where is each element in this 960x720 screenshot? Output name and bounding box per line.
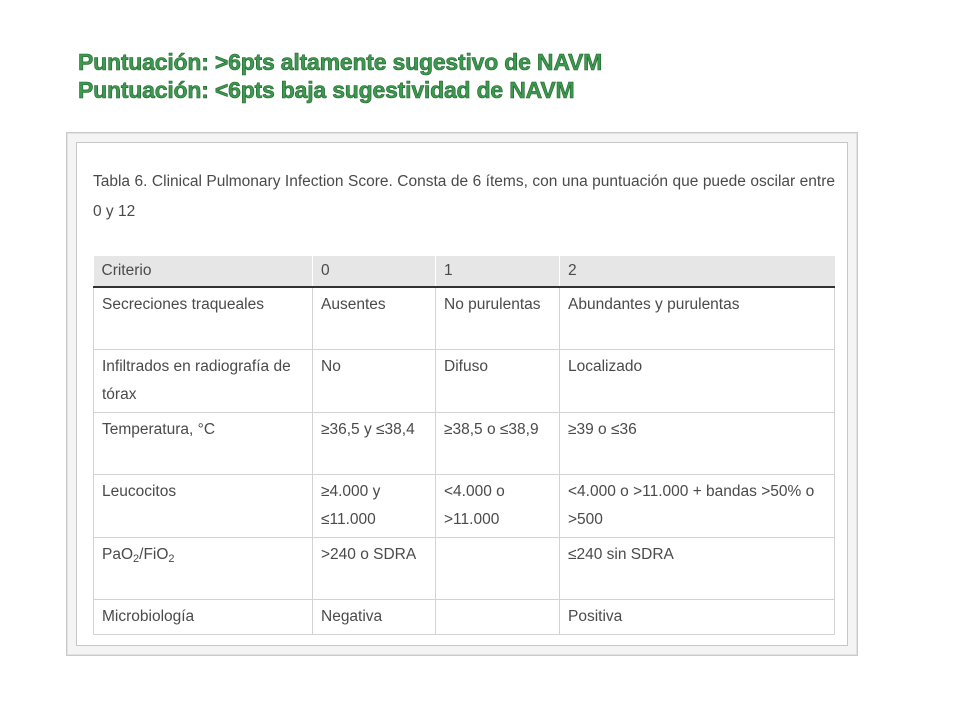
row-score-0: Ausentes (313, 287, 436, 349)
header-score-1: 1 (436, 256, 560, 287)
row-criterion: Leucocitos (94, 474, 313, 537)
row-score-0: ≥36,5 y ≤38,4 (313, 412, 436, 474)
header-score-2: 2 (560, 256, 835, 287)
row-criterion: PaO$_2$/FiO$_2$ (94, 537, 313, 599)
row-score-1: No purulentas (436, 287, 560, 349)
headline (78, 48, 602, 104)
table-row (94, 537, 835, 599)
row-score-2: Positiva (560, 599, 835, 634)
table-caption: Tabla 6. Clinical Pulmonary Infection Score. Consta de 6 ítems, con una puntuación que puede oscilar entre 0 y 12 (93, 173, 835, 220)
row-score-1 (436, 537, 560, 599)
row-criterion: Microbiología (94, 599, 313, 634)
row-criterion: Secreciones traqueales (94, 287, 313, 349)
headline-line-low-score: Puntuación: <6pts baja sugestividad de NAVM (78, 77, 575, 103)
row-score-1: <4.000 o >11.000 (436, 474, 560, 537)
header-score-0: 0 (313, 256, 436, 287)
table-figure-frame (66, 132, 858, 656)
row-score-2: Abundantes y purulentas (560, 287, 835, 349)
table-header-row (94, 256, 835, 287)
row-score-1: Difuso (436, 349, 560, 412)
cpis-table (93, 256, 835, 635)
header-criterio: Criterio (94, 256, 313, 287)
row-score-0: Negativa (313, 599, 436, 634)
row-score-1 (436, 599, 560, 634)
table-row (94, 287, 835, 349)
row-score-2: ≥39 o ≤36 (560, 412, 835, 474)
row-score-2: ≤240 sin SDRA (560, 537, 835, 599)
table-row (94, 474, 835, 537)
table-row (94, 599, 835, 634)
row-score-1: ≥38,5 o ≤38,9 (436, 412, 560, 474)
row-score-2: <4.000 o >11.000 + bandas >50% o >500 (560, 474, 835, 537)
row-score-0: >240 o SDRA (313, 537, 436, 599)
headline-line-high-score: Puntuación: >6pts altamente sugestivo de NAVM (78, 49, 603, 75)
row-criterion: Temperatura, °C (94, 412, 313, 474)
row-score-0: ≥4.000 y ≤11.000 (313, 474, 436, 537)
table-figure (76, 142, 848, 646)
row-score-2: Localizado (560, 349, 835, 412)
row-score-0: No (313, 349, 436, 412)
row-criterion: Infiltrados en radiografía de tórax (94, 349, 313, 412)
table-row (94, 412, 835, 474)
table-row (94, 349, 835, 412)
